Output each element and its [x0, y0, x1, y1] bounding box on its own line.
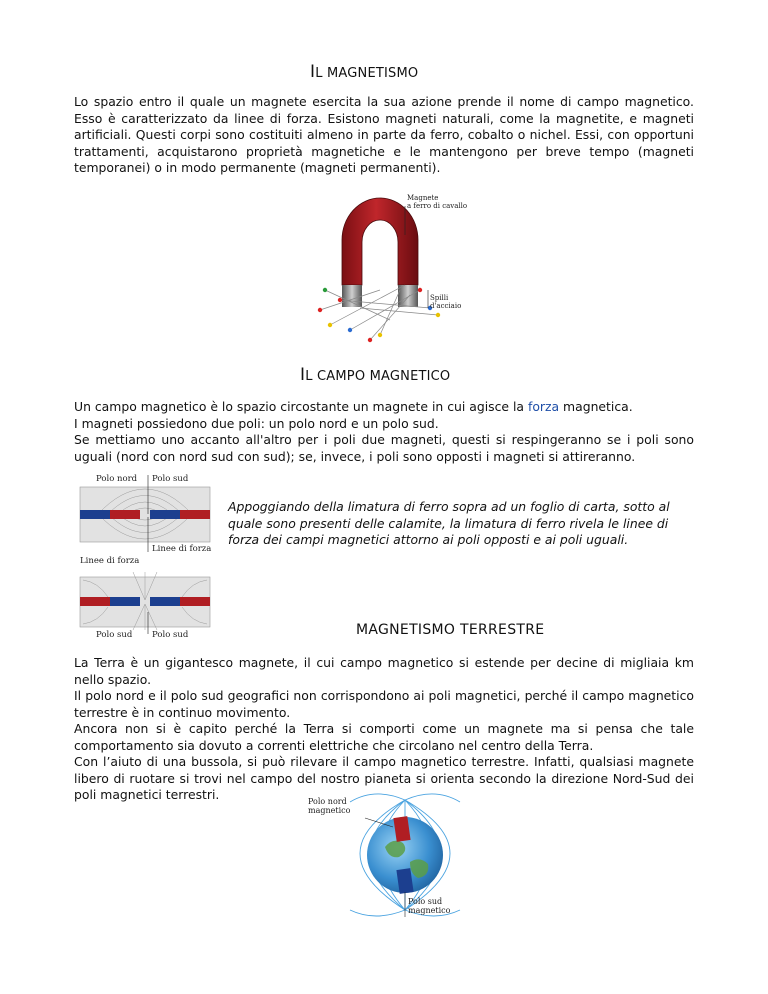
horseshoe-magnet-illustration — [310, 190, 470, 350]
heading-magnetismo-terrestre: MAGNETISMO TERRESTRE — [356, 622, 545, 638]
link-forza[interactable]: forza — [527, 399, 560, 414]
heading-il-magnetismo: IL MAGNETISMO — [310, 62, 419, 82]
label-polo-nord-magnetico: Polo nord magnetico — [308, 797, 351, 815]
iron-filings-figure — [78, 472, 218, 642]
paragraph-magnetismo-terrestre: La Terra è un gigantesco magnete, il cui campo magnetico si estende per decine di migliaia km nello spazio. Il polo nord e il polo sud geografici non corrispondono ai poli magnetici, perché il campo magnetico terrestre è in continuo movimento. Ancora non si è capito perché la Terra si comporti come un magnete ma si pensa che tale comportamento sia dovuto a correnti elettriche che circolano nel centro della Terra. Con l’aiuto di una bussola, si può rilevare il campo magnetico terrestre. Infatti, qualsiasi magnete libero di ruotare si trovi nel campo del nostro pianeta si orienta secondo la direzione Nord-Sud dei poli magnetici terrestri. — [74, 655, 694, 802]
label-polo-sud-bottom-right: Polo sud — [152, 630, 189, 640]
label-pins: Spilli d'acciaio — [430, 294, 462, 310]
label-linee-di-forza-left: Linee di forza — [80, 556, 140, 566]
label-linee-di-forza-right: Linee di forza — [152, 544, 212, 554]
earth-magnetism-figure — [305, 792, 485, 922]
label-polo-sud-magnetico: Polo sud magnetico — [408, 897, 451, 915]
horseshoe-magnet-figure — [310, 190, 470, 350]
label-polo-sud-top: Polo sud — [152, 474, 189, 484]
figure-caption: Appoggiando della limatura di ferro sopra ad un foglio di carta, sotto al quale sono presenti delle calamite, la limatura di ferro rivela le linee di forza dei campi magnetici attorno ai poli opposti e ai poli uguali. — [228, 499, 670, 547]
label-polo-nord: Polo nord — [96, 474, 138, 484]
label-polo-sud-bottom-left: Polo sud — [96, 630, 133, 640]
paragraph-magnetismo: Lo spazio entro il quale un magnete esercita la sua azione prende il nome di campo magnetico. Esso è caratterizzato da linee di forza. Esistono magneti naturali, come la magnetite, e magneti artificiali. Questi corpi sono costituiti almeno in parte da ferro, cobalto o nichel. Essi, con opportuni trattamenti, acquistarono proprietà magnetiche e le mantengono per breve tempo (magneti temporanei) o in modo permanente (magneti permanenti). — [74, 94, 694, 175]
heading-il-campo-magnetico: IL CAMPO MAGNETICO — [300, 365, 451, 385]
label-magnet: Magnete a ferro di cavallo — [407, 194, 468, 210]
paragraph-campo-magnetico: Un campo magnetico è lo spazio circostante un magnete in cui agisce la forza magnetica. I magneti possiedono due poli: un polo nord e un polo sud. Se mettiamo uno accanto all'altro per i poli due magneti, questi si respingeranno se i poli sono uguali (nord con nord sud con sud); se, invece, i poli sono opposti i magneti si attireranno. — [74, 399, 694, 464]
